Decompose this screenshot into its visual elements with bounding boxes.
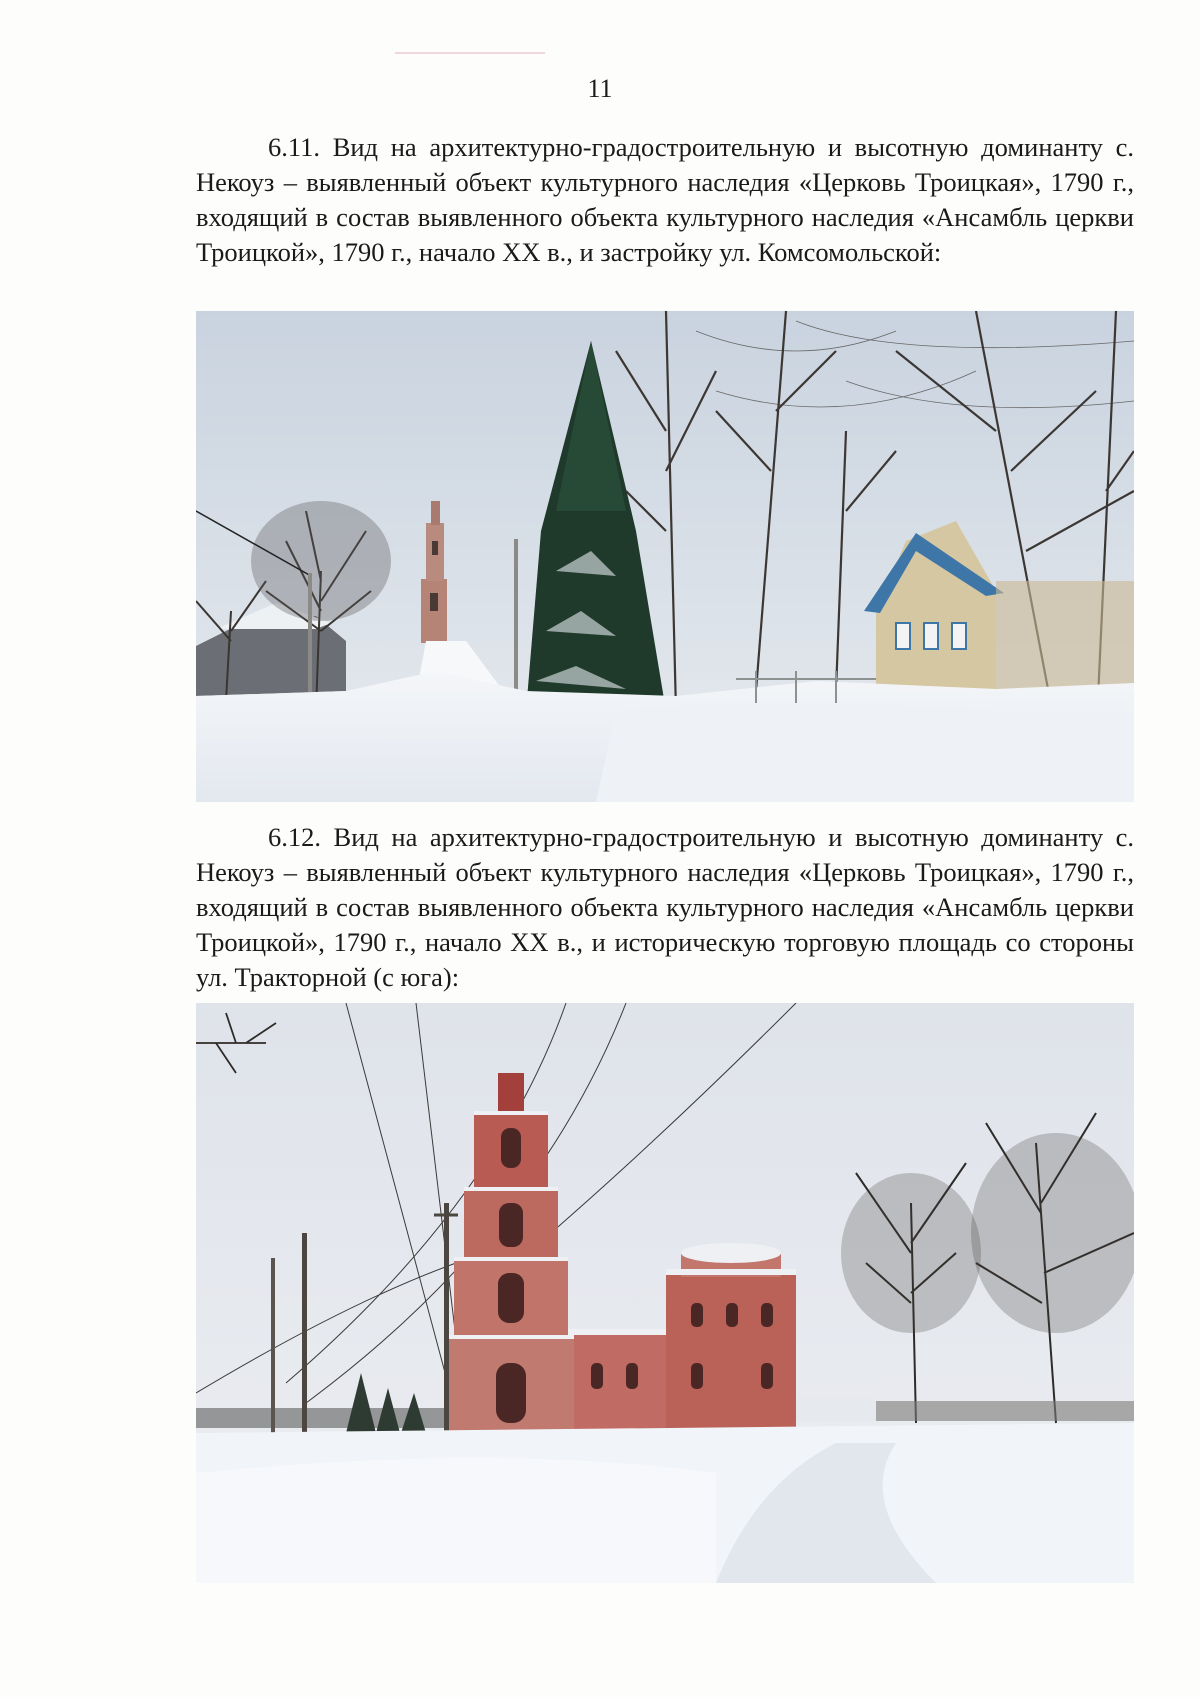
page-number: 11 [587,74,613,103]
top-mark [395,52,545,54]
photo-winter-street-bell-tower [196,311,1134,802]
caption-6-12: 6.12. Вид на архитектурно-градостроительную и высотную доминанту с. Некоуз – выявленный объект культурного наследия «Церковь Троицкая», 1790 г., входящий в состав выявленного объекта культурного наследия «Ансамбль церкви Троицкой», 1790 г., начало XX в., и историческую торговую площадь со стороны ул. Тракторной (с юга): [196,822,1134,992]
photo-trinity-church-from-south [196,1003,1134,1583]
caption-6-11: 6.11. Вид на архитектурно-градостроительную и высотную доминанту с. Некоуз – выявленный объект культурного наследия «Церковь Троицкая», 1790 г., входящий в состав выявленного объекта культурного наследия «Ансамбль церкви Троицкой», 1790 г., начало XX в., и застройку ул. Комсомольской: [196,132,1134,267]
